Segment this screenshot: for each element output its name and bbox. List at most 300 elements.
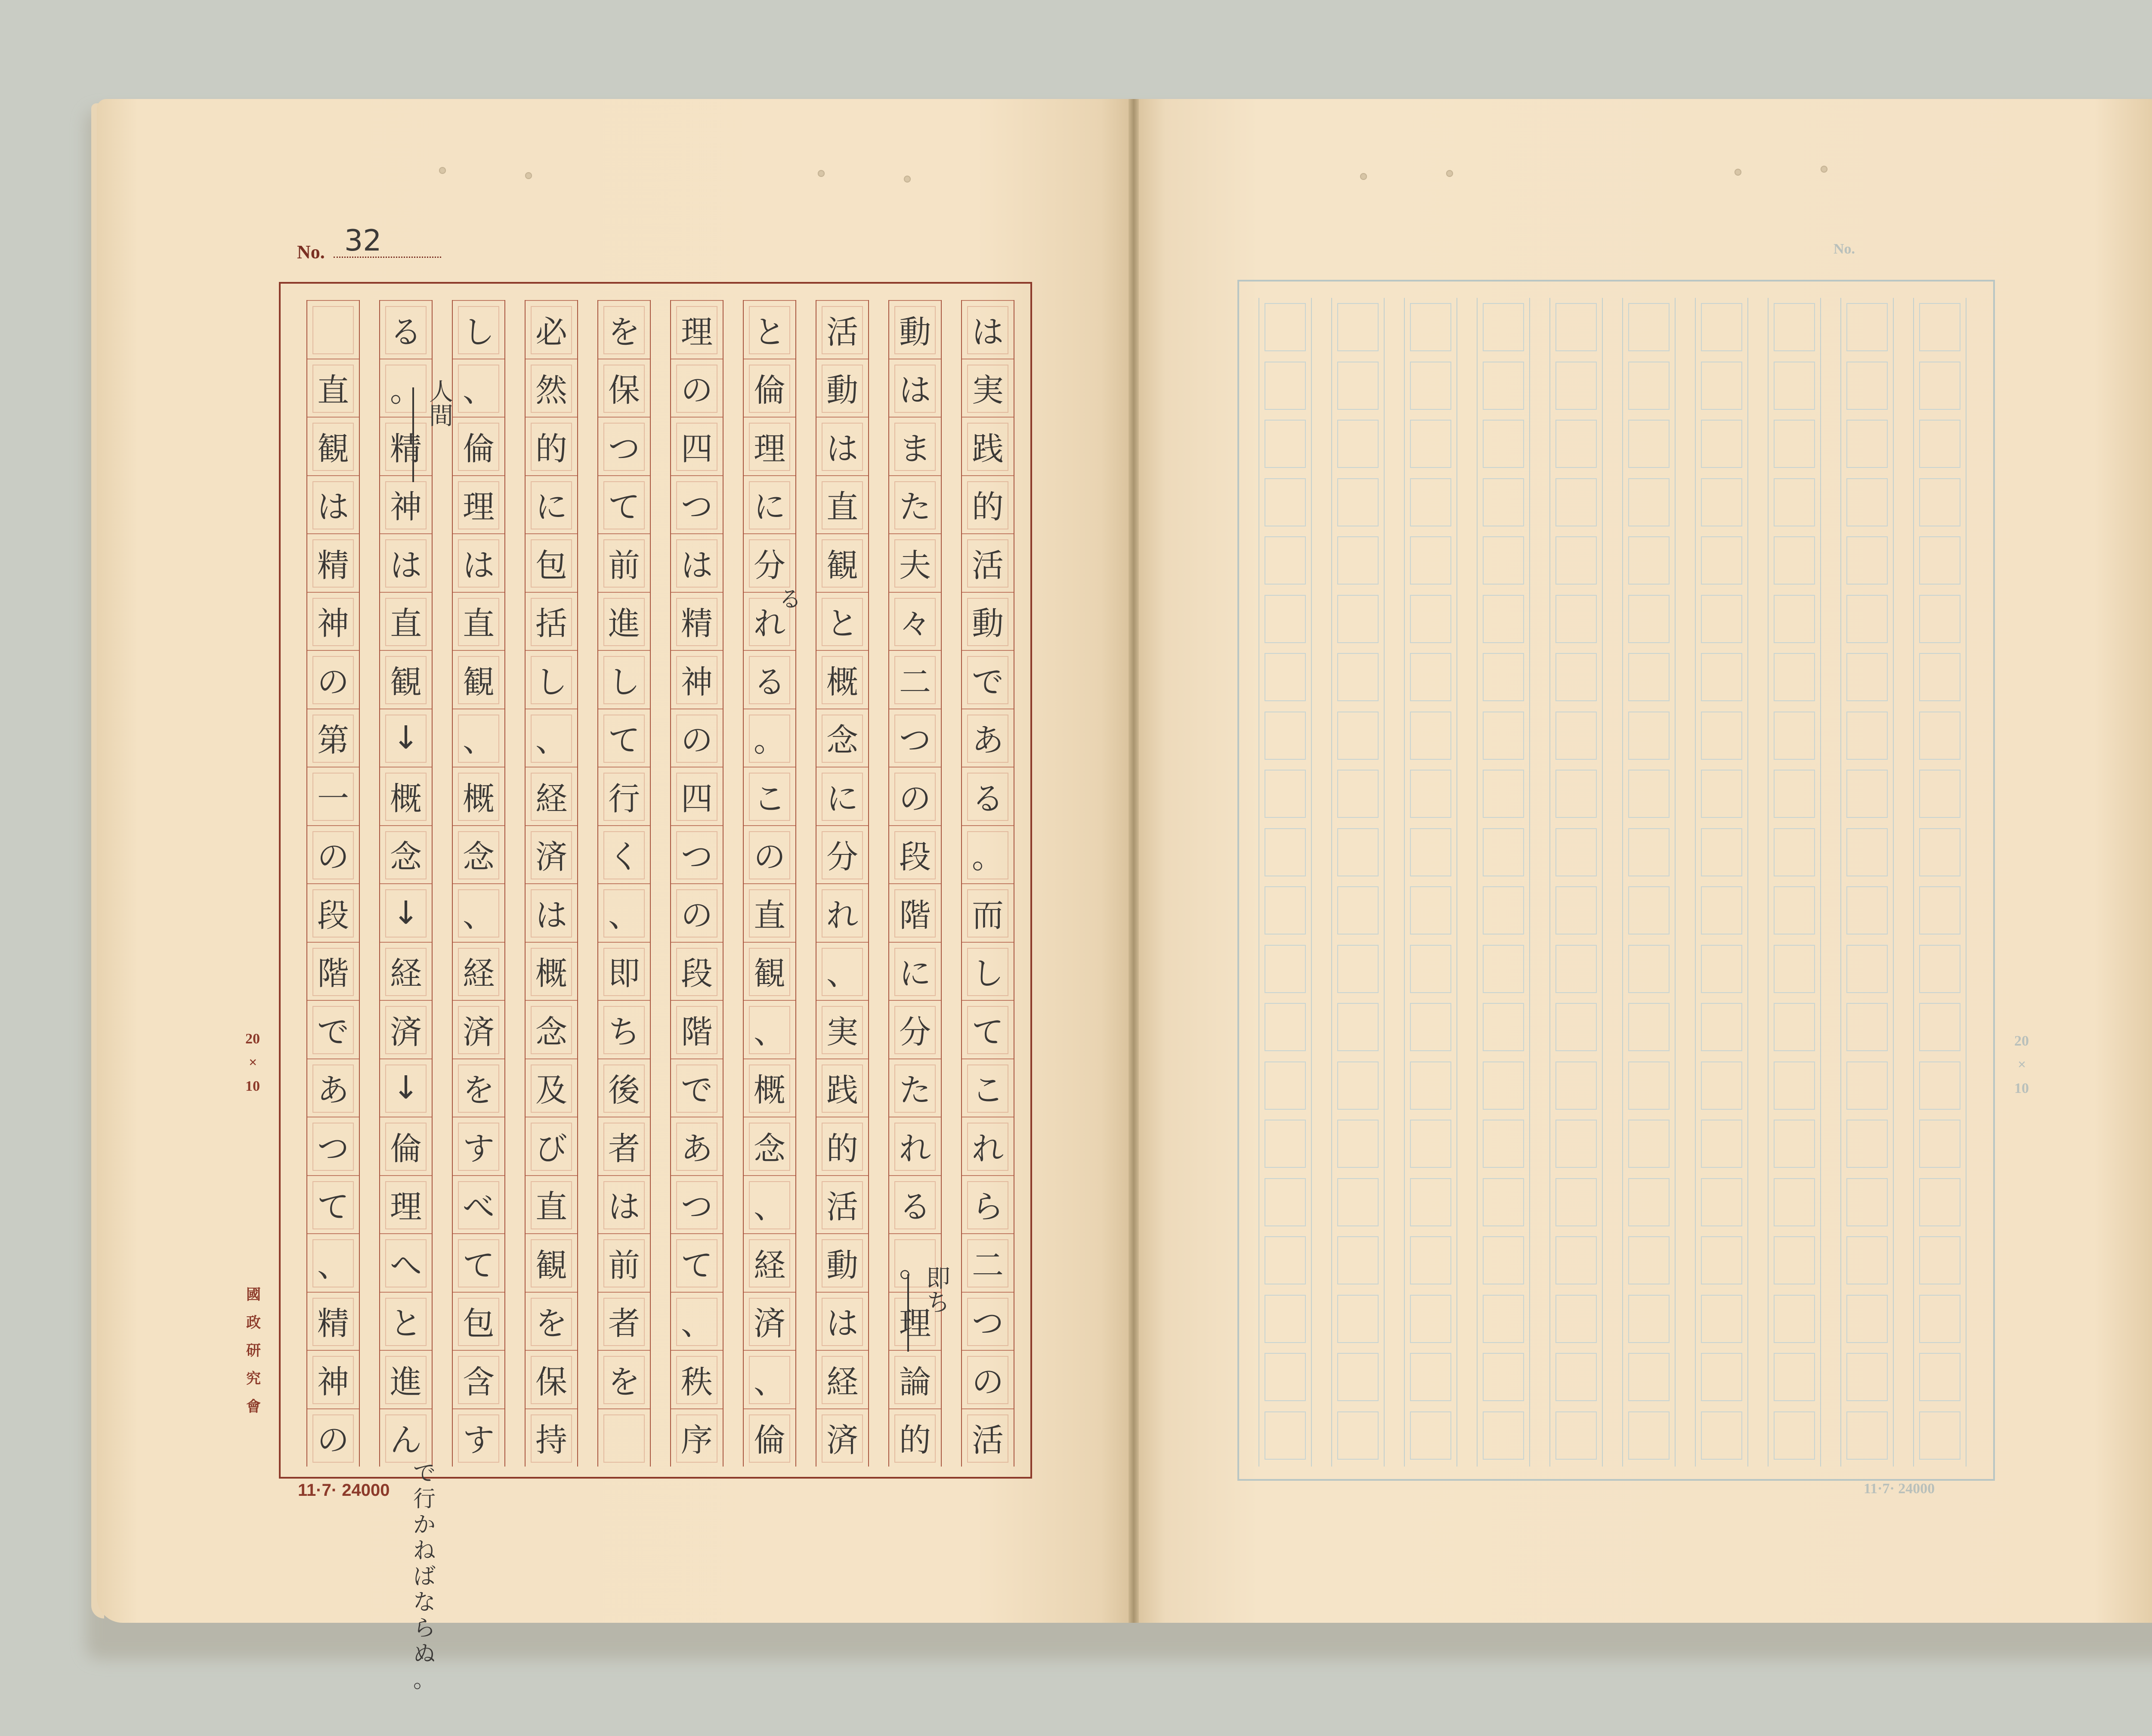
- manuscript-cell: [307, 883, 359, 941]
- manuscript-character: 二: [899, 663, 931, 701]
- manuscript-cell: [380, 1117, 432, 1175]
- manuscript-character: 理: [390, 1188, 422, 1225]
- manuscript-cell: [598, 650, 650, 708]
- facing-page-grid: [1237, 280, 1995, 1481]
- manuscript-cell: [744, 1175, 795, 1233]
- manuscript-character: 秩: [681, 1363, 713, 1401]
- manuscript-cell: [816, 533, 868, 591]
- manuscript-cell: [962, 1058, 1014, 1117]
- manuscript-cell: [816, 300, 868, 358]
- manuscript-character: で: [681, 1072, 713, 1109]
- manuscript-character: 観: [463, 663, 495, 701]
- manuscript-character: 観: [754, 955, 785, 992]
- manuscript-cell: [453, 1292, 504, 1350]
- manuscript-cell: [598, 767, 650, 825]
- manuscript-character: 理: [899, 1305, 931, 1342]
- manuscript-cell: [598, 417, 650, 475]
- manuscript-character: 動: [826, 372, 858, 409]
- manuscript-character: は: [826, 430, 858, 467]
- insertion-annotation: 人間: [425, 379, 453, 427]
- manuscript-cell: [671, 475, 723, 533]
- manuscript-character: 的: [535, 430, 567, 467]
- manuscript-cell: [307, 1175, 359, 1233]
- binding-hole: [1446, 170, 1453, 177]
- manuscript-cell: [744, 1350, 795, 1408]
- manuscript-cell: [889, 1117, 941, 1175]
- manuscript-character: 々: [899, 605, 931, 642]
- manuscript-character: 実: [972, 372, 1004, 409]
- manuscript-cell: [380, 942, 432, 1000]
- manuscript-cell: [889, 359, 941, 417]
- manuscript-cell: [816, 1117, 868, 1175]
- manuscript-cell: [380, 1175, 432, 1233]
- manuscript-cell: [671, 1175, 723, 1233]
- manuscript-character: 済: [390, 1013, 422, 1051]
- manuscript-character: 活: [826, 1188, 858, 1225]
- manuscript-character: つ: [899, 722, 931, 759]
- manuscript-cell: [744, 359, 795, 417]
- manuscript-character: 而: [972, 897, 1004, 934]
- manuscript-character: 済: [754, 1305, 785, 1342]
- manuscript-character: 活: [972, 1422, 1004, 1459]
- manuscript-character: 直: [754, 897, 785, 934]
- manuscript-character: 論: [899, 1363, 931, 1401]
- manuscript-cell: [962, 359, 1014, 417]
- manuscript-character: 括: [535, 605, 567, 642]
- manuscript-character: 動: [826, 1247, 858, 1284]
- manuscript-character: 進: [390, 1363, 422, 1401]
- manuscript-cell: [744, 417, 795, 475]
- manuscript-cell: [671, 942, 723, 1000]
- manuscript-cell: [962, 1000, 1014, 1058]
- manuscript-column: [452, 300, 505, 1467]
- manuscript-character: 概: [826, 663, 858, 701]
- manuscript-character: あ: [317, 1072, 349, 1109]
- manuscript-character: つ: [972, 1305, 1004, 1342]
- manuscript-character: 的: [972, 489, 1004, 526]
- manuscript-cell: [526, 417, 577, 475]
- manuscript-character: 一: [317, 780, 349, 817]
- manuscript-character: 第: [317, 722, 349, 759]
- manuscript-character: る: [899, 1188, 931, 1225]
- manuscript-cell: [816, 942, 868, 1000]
- manuscript-cell: [526, 1350, 577, 1408]
- manuscript-cell: [816, 1175, 868, 1233]
- manuscript-cell: [889, 883, 941, 941]
- manuscript-cell: [816, 592, 868, 650]
- manuscript-character: 階: [681, 1013, 713, 1051]
- manuscript-character: れ: [972, 1130, 1004, 1167]
- manuscript-cell: [671, 417, 723, 475]
- manuscript-cell: [744, 650, 795, 708]
- manuscript-cell: [307, 359, 359, 417]
- manuscript-character: と: [826, 605, 858, 642]
- manuscript-character: 段: [681, 955, 713, 992]
- manuscript-cell: [744, 883, 795, 941]
- manuscript-cell: [598, 1292, 650, 1350]
- manuscript-cell: [889, 825, 941, 883]
- manuscript-cell: [816, 1292, 868, 1350]
- facing-grid-column: [1549, 298, 1603, 1467]
- manuscript-cell: [526, 1000, 577, 1058]
- facing-grid-column: [1695, 298, 1748, 1467]
- manuscript-character: 活: [972, 547, 1004, 584]
- manuscript-cell: [598, 1350, 650, 1408]
- manuscript-cell: [307, 533, 359, 591]
- book-gutter: [1129, 99, 1139, 1623]
- manuscript-cell: [671, 825, 723, 883]
- manuscript-cell: [889, 475, 941, 533]
- manuscript-character: ら: [972, 1188, 1004, 1225]
- facing-grid-column: [1913, 298, 1966, 1467]
- continuation-character: ぬ: [413, 1641, 436, 1667]
- manuscript-character: 、: [463, 722, 495, 759]
- manuscript-cell: [453, 592, 504, 650]
- manuscript-character: の: [317, 839, 349, 876]
- manuscript-character: を: [608, 313, 640, 351]
- manuscript-cell: [380, 592, 432, 650]
- manuscript-cell: [380, 767, 432, 825]
- manuscript-character: 進: [608, 605, 640, 642]
- manuscript-character: は: [608, 1188, 640, 1225]
- manuscript-character: を: [608, 1363, 640, 1401]
- manuscript-cell: [526, 942, 577, 1000]
- manuscript-cell: [889, 650, 941, 708]
- manuscript-cell: [598, 942, 650, 1000]
- manuscript-character: ん: [390, 1422, 422, 1459]
- manuscript-character: 階: [317, 955, 349, 992]
- manuscript-cell: [380, 300, 432, 358]
- manuscript-character: の: [681, 897, 713, 934]
- manuscript-character: 理: [681, 313, 713, 351]
- manuscript-character: し: [463, 313, 495, 351]
- manuscript-character: 者: [608, 1130, 640, 1167]
- manuscript-character: 倫: [754, 372, 785, 409]
- manuscript-character: と: [754, 313, 785, 351]
- manuscript-cell: [962, 709, 1014, 767]
- manuscript-character: 直: [317, 372, 349, 409]
- manuscript-character: こ: [972, 1072, 1004, 1109]
- manuscript-cell: [889, 942, 941, 1000]
- manuscript-character: の: [681, 372, 713, 409]
- manuscript-character: 観: [317, 430, 349, 467]
- manuscript-cell: [816, 1000, 868, 1058]
- manuscript-column: [816, 300, 869, 1467]
- manuscript-cell: [380, 533, 432, 591]
- manuscript-cell: [307, 709, 359, 767]
- manuscript-cell: [380, 1058, 432, 1117]
- insertion-annotation: る: [779, 587, 802, 613]
- manuscript-character: て: [608, 722, 640, 759]
- manuscript-cell: [526, 592, 577, 650]
- manuscript-cell: [453, 1058, 504, 1117]
- manuscript-cell: [453, 1408, 504, 1467]
- manuscript-cell: [307, 475, 359, 533]
- manuscript-column: [743, 300, 796, 1467]
- manuscript-character: し: [972, 955, 1004, 992]
- manuscript-cell: [380, 709, 432, 767]
- facing-grid-column: [1404, 298, 1457, 1467]
- manuscript-cell: [526, 650, 577, 708]
- manuscript-character: あ: [972, 722, 1004, 759]
- manuscript-character: 段: [317, 897, 349, 934]
- manuscript-cell: [307, 942, 359, 1000]
- manuscript-cell: [671, 1233, 723, 1291]
- manuscript-cell: [453, 767, 504, 825]
- binding-hole: [818, 170, 825, 177]
- manuscript-cell: [816, 883, 868, 941]
- manuscript-character: 理: [463, 489, 495, 526]
- manuscript-character: 、: [754, 1363, 785, 1401]
- continuation-character: ね: [413, 1538, 436, 1564]
- manuscript-character: 倫: [390, 1130, 422, 1167]
- manuscript-character: て: [463, 1247, 495, 1284]
- page-number: 32: [344, 224, 382, 258]
- manuscript-cell: [889, 1175, 941, 1233]
- manuscript-cell: [962, 1233, 1014, 1291]
- manuscript-character: 観: [535, 1247, 567, 1284]
- manuscript-cell: [744, 1058, 795, 1117]
- manuscript-cell: [598, 300, 650, 358]
- manuscript-character: 神: [317, 1363, 349, 1401]
- manuscript-character: 二: [972, 1247, 1004, 1284]
- manuscript-cell: [453, 417, 504, 475]
- manuscript-character: 動: [899, 313, 931, 351]
- manuscript-column: [670, 300, 724, 1467]
- manuscript-character: 前: [608, 1247, 640, 1284]
- manuscript-cell: [453, 1350, 504, 1408]
- manuscript-character: 観: [390, 663, 422, 701]
- manuscript-cell: [889, 300, 941, 358]
- manuscript-character: の: [972, 1363, 1004, 1401]
- manuscript-cell: [816, 359, 868, 417]
- manuscript-cell: [671, 709, 723, 767]
- print-code: 11·7· 24000: [298, 1481, 390, 1500]
- manuscript-character: 概: [390, 780, 422, 817]
- manuscript-character: 包: [463, 1305, 495, 1342]
- manuscript-character: 念: [535, 1013, 567, 1051]
- manuscript-character: し: [535, 663, 567, 701]
- manuscript-character: 含: [463, 1363, 495, 1401]
- manuscript-character: ↓: [392, 894, 419, 931]
- manuscript-character: す: [463, 1130, 495, 1167]
- binding-hole: [1360, 173, 1367, 180]
- manuscript-column: [961, 300, 1014, 1467]
- manuscript-character: る: [390, 313, 422, 351]
- manuscript-character: 観: [826, 547, 858, 584]
- manuscript-character: を: [535, 1305, 567, 1342]
- manuscript-cell: [889, 1350, 941, 1408]
- manuscript-cell: [526, 533, 577, 591]
- manuscript-cell: [526, 825, 577, 883]
- manuscript-character: 念: [463, 839, 495, 876]
- manuscript-character: て: [608, 489, 640, 526]
- manuscript-character: を: [463, 1072, 495, 1109]
- manuscript-cell: [889, 1408, 941, 1467]
- manuscript-character: 済: [826, 1422, 858, 1459]
- manuscript-character: た: [899, 1072, 931, 1109]
- manuscript-cell: [453, 359, 504, 417]
- manuscript-cell: [744, 1000, 795, 1058]
- continuation-character: ら: [413, 1615, 436, 1641]
- manuscript-character: 践: [972, 430, 1004, 467]
- manuscript-character: 経: [826, 1363, 858, 1401]
- manuscript-cell: [598, 1000, 650, 1058]
- manuscript-cell: [598, 1058, 650, 1117]
- manuscript-character: 倫: [754, 1422, 785, 1459]
- manuscript-character: は: [463, 547, 495, 584]
- manuscript-cell: [889, 533, 941, 591]
- manuscript-cell: [526, 1117, 577, 1175]
- manuscript-cell: [598, 883, 650, 941]
- manuscript-cell: [962, 475, 1014, 533]
- manuscript-cell: [453, 650, 504, 708]
- page-number-label: No.: [297, 241, 325, 263]
- manuscript-cell: [962, 767, 1014, 825]
- manuscript-character: は: [535, 897, 567, 934]
- manuscript-character: 念: [826, 722, 858, 759]
- manuscript-cell: [962, 592, 1014, 650]
- manuscript-character: 。: [899, 1247, 931, 1284]
- manuscript-cell: [816, 709, 868, 767]
- manuscript-cell: [598, 359, 650, 417]
- manuscript-character: 保: [608, 372, 640, 409]
- manuscript-character: は: [899, 372, 931, 409]
- manuscript-character: 、: [463, 372, 495, 409]
- manuscript-cell: [307, 1292, 359, 1350]
- binding-hole: [525, 172, 532, 179]
- manuscript-cell: [453, 825, 504, 883]
- manuscript-character: 活: [826, 313, 858, 351]
- manuscript-character: 者: [608, 1305, 640, 1342]
- manuscript-character: て: [317, 1188, 349, 1225]
- manuscript-character: 的: [826, 1130, 858, 1167]
- manuscript-character: 夫: [899, 547, 931, 584]
- manuscript-cell: [598, 1175, 650, 1233]
- manuscript-character: 経: [463, 955, 495, 992]
- manuscript-cell: [453, 475, 504, 533]
- manuscript-cell: [744, 825, 795, 883]
- manuscript-cell: [962, 1175, 1014, 1233]
- manuscript-cell: [744, 1408, 795, 1467]
- facing-page-number-label: No.: [1834, 241, 1855, 257]
- binding-hole: [904, 176, 911, 183]
- manuscript-cell: [307, 1233, 359, 1291]
- manuscript-character: れ: [899, 1130, 931, 1167]
- manuscript-cell: [671, 767, 723, 825]
- manuscript-cell: [671, 592, 723, 650]
- manuscript-cell: [816, 1233, 868, 1291]
- manuscript-character: 神: [681, 663, 713, 701]
- manuscript-cell: [307, 1000, 359, 1058]
- manuscript-character: あ: [681, 1130, 713, 1167]
- manuscript-cell: [307, 767, 359, 825]
- manuscript-cell: [671, 1000, 723, 1058]
- continuation-character: 行: [413, 1486, 436, 1512]
- manuscript-character: に: [754, 489, 785, 526]
- manuscript-character: は: [317, 489, 349, 526]
- manuscript-character: 分: [826, 839, 858, 876]
- continuation-character: で: [413, 1461, 436, 1486]
- manuscript-grid: [279, 282, 1032, 1479]
- manuscript-character: て: [972, 1013, 1004, 1051]
- manuscript-cell: [744, 942, 795, 1000]
- manuscript-character: の: [317, 663, 349, 701]
- manuscript-cell: [962, 942, 1014, 1000]
- manuscript-character: 前: [608, 547, 640, 584]
- manuscript-cell: [962, 883, 1014, 941]
- manuscript-cell: [453, 1117, 504, 1175]
- manuscript-character: は: [972, 313, 1004, 351]
- binding-hole: [439, 167, 446, 174]
- manuscript-character: 経: [535, 780, 567, 817]
- manuscript-column: [525, 300, 578, 1467]
- manuscript-character: べ: [463, 1188, 495, 1225]
- manuscript-cell: [816, 767, 868, 825]
- manuscript-character: の: [681, 722, 713, 759]
- manuscript-character: と: [390, 1305, 422, 1342]
- manuscript-character: つ: [681, 839, 713, 876]
- manuscript-cell: [526, 1292, 577, 1350]
- manuscript-cell: [671, 650, 723, 708]
- manuscript-character: れ: [754, 605, 785, 642]
- manuscript-cell: [307, 417, 359, 475]
- manuscript-cell: [671, 1408, 723, 1467]
- manuscript-character: で: [317, 1013, 349, 1051]
- manuscript-cell: [816, 475, 868, 533]
- manuscript-character: 、: [754, 1188, 785, 1225]
- manuscript-cell: [671, 1058, 723, 1117]
- manuscript-cell: [380, 883, 432, 941]
- manuscript-cell: [744, 1233, 795, 1291]
- manuscript-character: 行: [608, 780, 640, 817]
- manuscript-character: た: [899, 489, 931, 526]
- manuscript-character: 保: [535, 1363, 567, 1401]
- manuscript-character: 動: [972, 605, 1004, 642]
- manuscript-cell: [962, 300, 1014, 358]
- manuscript-cell: [962, 533, 1014, 591]
- manuscript-character: 。: [754, 722, 785, 759]
- manuscript-cell: [816, 825, 868, 883]
- manuscript-cell: [962, 1350, 1014, 1408]
- manuscript-cell: [307, 825, 359, 883]
- manuscript-character: る: [754, 663, 785, 701]
- manuscript-character: 的: [899, 1422, 931, 1459]
- manuscript-cell: [671, 883, 723, 941]
- manuscript-cell: [526, 883, 577, 941]
- facing-grid-column: [1331, 298, 1385, 1467]
- manuscript-character: 。: [972, 839, 1004, 876]
- manuscript-cell: [671, 300, 723, 358]
- manuscript-character: び: [535, 1130, 567, 1167]
- page-number-underline: [334, 257, 441, 258]
- manuscript-character: 精: [317, 547, 349, 584]
- manuscript-cell: [816, 1408, 868, 1467]
- facing-grid-column: [1622, 298, 1676, 1467]
- manuscript-character: 、: [754, 1013, 785, 1051]
- manuscript-cell: [962, 1117, 1014, 1175]
- manuscript-character: 、: [463, 897, 495, 934]
- manuscript-cell: [962, 1292, 1014, 1350]
- manuscript-character: 精: [317, 1305, 349, 1342]
- manuscript-character: 分: [754, 547, 785, 584]
- manuscript-character: ↓: [392, 1069, 419, 1106]
- manuscript-character: し: [608, 663, 640, 701]
- manuscript-character: 、: [826, 955, 858, 992]
- manuscript-character: 然: [535, 372, 567, 409]
- manuscript-cell: [744, 300, 795, 358]
- manuscript-cell: [453, 300, 504, 358]
